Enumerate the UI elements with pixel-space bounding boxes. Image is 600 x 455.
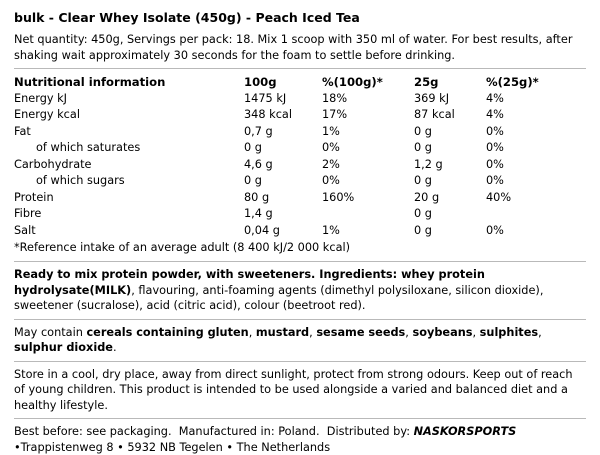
col-header-per25g: 25g [414, 74, 486, 91]
table-row [14, 173, 586, 190]
allergen-separator: , [309, 326, 316, 339]
row-pct-25g [486, 206, 586, 223]
row-value-100g: 348 kcal [244, 107, 322, 124]
space [172, 425, 179, 438]
allergen-item: cereals containing gluten [86, 326, 248, 339]
row-label: of which saturates [14, 140, 244, 157]
col-header-per100g: 100g [244, 74, 322, 91]
row-pct-25g: 4% [486, 91, 586, 108]
row-label: Fat [14, 124, 244, 141]
row-pct-25g: 40% [486, 190, 586, 207]
allergen-item: soybeans [412, 326, 472, 339]
allergen-separator: , [538, 326, 542, 339]
manufactured-label: Manufactured in: [179, 425, 275, 438]
may-contain-paragraph [14, 325, 586, 356]
manufactured-value: Poland. [278, 425, 319, 438]
row-pct-100g: 17% [322, 107, 414, 124]
ingredients-lead: Ready to mix protein powder, with sweeteners. Ingredients: whey protein hydrolysate [14, 268, 485, 297]
row-pct-100g: 2% [322, 157, 414, 174]
allergen-item: sulphites [480, 326, 538, 339]
divider-after-may-contain [14, 361, 586, 362]
space [320, 425, 327, 438]
row-pct-100g [322, 206, 414, 223]
divider-after-ingredients [14, 319, 586, 320]
row-pct-100g: 1% [322, 223, 414, 240]
row-value-100g: 0,7 g [244, 124, 322, 141]
row-value-25g: 20 g [414, 190, 486, 207]
table-row [14, 206, 586, 223]
ingredients-paragraph [14, 267, 586, 314]
ingredients-rest: , flavouring, anti-foaming agents (dimethyl polysiloxane, silicon dioxide), sweetener (sucralose), acid (citric acid), colour (beetroot red). [14, 284, 543, 313]
nutrition-table-header [14, 74, 586, 91]
row-value-100g: 80 g [244, 190, 322, 207]
table-row [14, 124, 586, 141]
col-header-name: Nutritional information [14, 74, 244, 91]
table-row [14, 190, 586, 207]
storage-instructions: Store in a cool, dry place, away from direct sunlight, protect from strong odours. Keep out of reach of young children. This product is intended to be used alongside a varied and balanced diet and a healthy lifestyle. [14, 367, 586, 414]
footer-info [14, 424, 586, 440]
row-value-25g: 369 kJ [414, 91, 486, 108]
allergen-separator: , [249, 326, 256, 339]
divider-top [14, 68, 586, 69]
row-label: Carbohydrate [14, 157, 244, 174]
distributor-address: •Trappistenweg 8 • 5932 NB Tegelen • The Netherlands [14, 440, 586, 455]
row-value-100g: 4,6 g [244, 157, 322, 174]
may-contain-lead: May contain [14, 326, 86, 339]
row-pct-25g: 0% [486, 157, 586, 174]
row-label: Protein [14, 190, 244, 207]
row-value-25g: 87 kcal [414, 107, 486, 124]
row-value-25g: 0 g [414, 223, 486, 240]
row-value-100g: 0 g [244, 173, 322, 190]
row-value-25g: 0 g [414, 140, 486, 157]
col-header-pct25g: %(25g)* [486, 74, 586, 91]
row-pct-25g: 0% [486, 140, 586, 157]
net-quantity-servings: Net quantity: 450g, Servings per pack: 18. Mix 1 scoop with 350 ml of water. For best results, after shaking wait approximately 30 seconds for the foam to settle before drinking. [14, 32, 586, 63]
row-value-100g: 1475 kJ [244, 91, 322, 108]
row-value-25g: 0 g [414, 124, 486, 141]
row-pct-25g: 0% [486, 223, 586, 240]
table-row [14, 140, 586, 157]
table-row [14, 91, 586, 108]
table-row [14, 157, 586, 174]
row-label: Energy kcal [14, 107, 244, 124]
row-label: Salt [14, 223, 244, 240]
row-value-25g: 1,2 g [414, 157, 486, 174]
allergen-item: sesame seeds [316, 326, 405, 339]
divider-after-storage [14, 418, 586, 419]
table-row [14, 223, 586, 240]
reference-intake-note: *Reference intake of an average adult (8 400 kJ/2 000 kcal) [14, 240, 586, 256]
row-pct-100g: 0% [322, 173, 414, 190]
row-label: of which sugars [14, 173, 244, 190]
may-contain-trailing: . [113, 341, 117, 354]
row-value-25g: 0 g [414, 173, 486, 190]
allergen-item: sulphur dioxide [14, 341, 113, 354]
row-pct-25g: 0% [486, 124, 586, 141]
row-pct-100g: 160% [322, 190, 414, 207]
allergen-milk: (MILK) [89, 284, 131, 297]
row-value-100g: 0,04 g [244, 223, 322, 240]
allergen-item: mustard [256, 326, 309, 339]
row-pct-25g: 0% [486, 173, 586, 190]
distributed-label: Distributed by: [327, 425, 410, 438]
best-before-value: see packaging. [86, 425, 171, 438]
distributor-brand: NASKORSPORTS [414, 425, 517, 438]
row-value-100g: 0 g [244, 140, 322, 157]
divider-after-nutrition [14, 261, 586, 262]
row-pct-25g: 4% [486, 107, 586, 124]
best-before-label: Best before: [14, 425, 83, 438]
nutrition-table [14, 74, 586, 239]
table-row [14, 107, 586, 124]
row-value-100g: 1,4 g [244, 206, 322, 223]
row-pct-100g: 0% [322, 140, 414, 157]
allergen-separator: , [472, 326, 479, 339]
nutrition-table-body [14, 91, 586, 240]
col-header-pct100g: %(100g)* [322, 74, 414, 91]
row-value-25g: 0 g [414, 206, 486, 223]
allergen-separator: , [405, 326, 412, 339]
row-label: Fibre [14, 206, 244, 223]
row-pct-100g: 1% [322, 124, 414, 141]
page-title: bulk - Clear Whey Isolate (450g) - Peach Iced Tea [14, 10, 586, 26]
table-header-row [14, 74, 586, 91]
row-label: Energy kJ [14, 91, 244, 108]
row-pct-100g: 18% [322, 91, 414, 108]
